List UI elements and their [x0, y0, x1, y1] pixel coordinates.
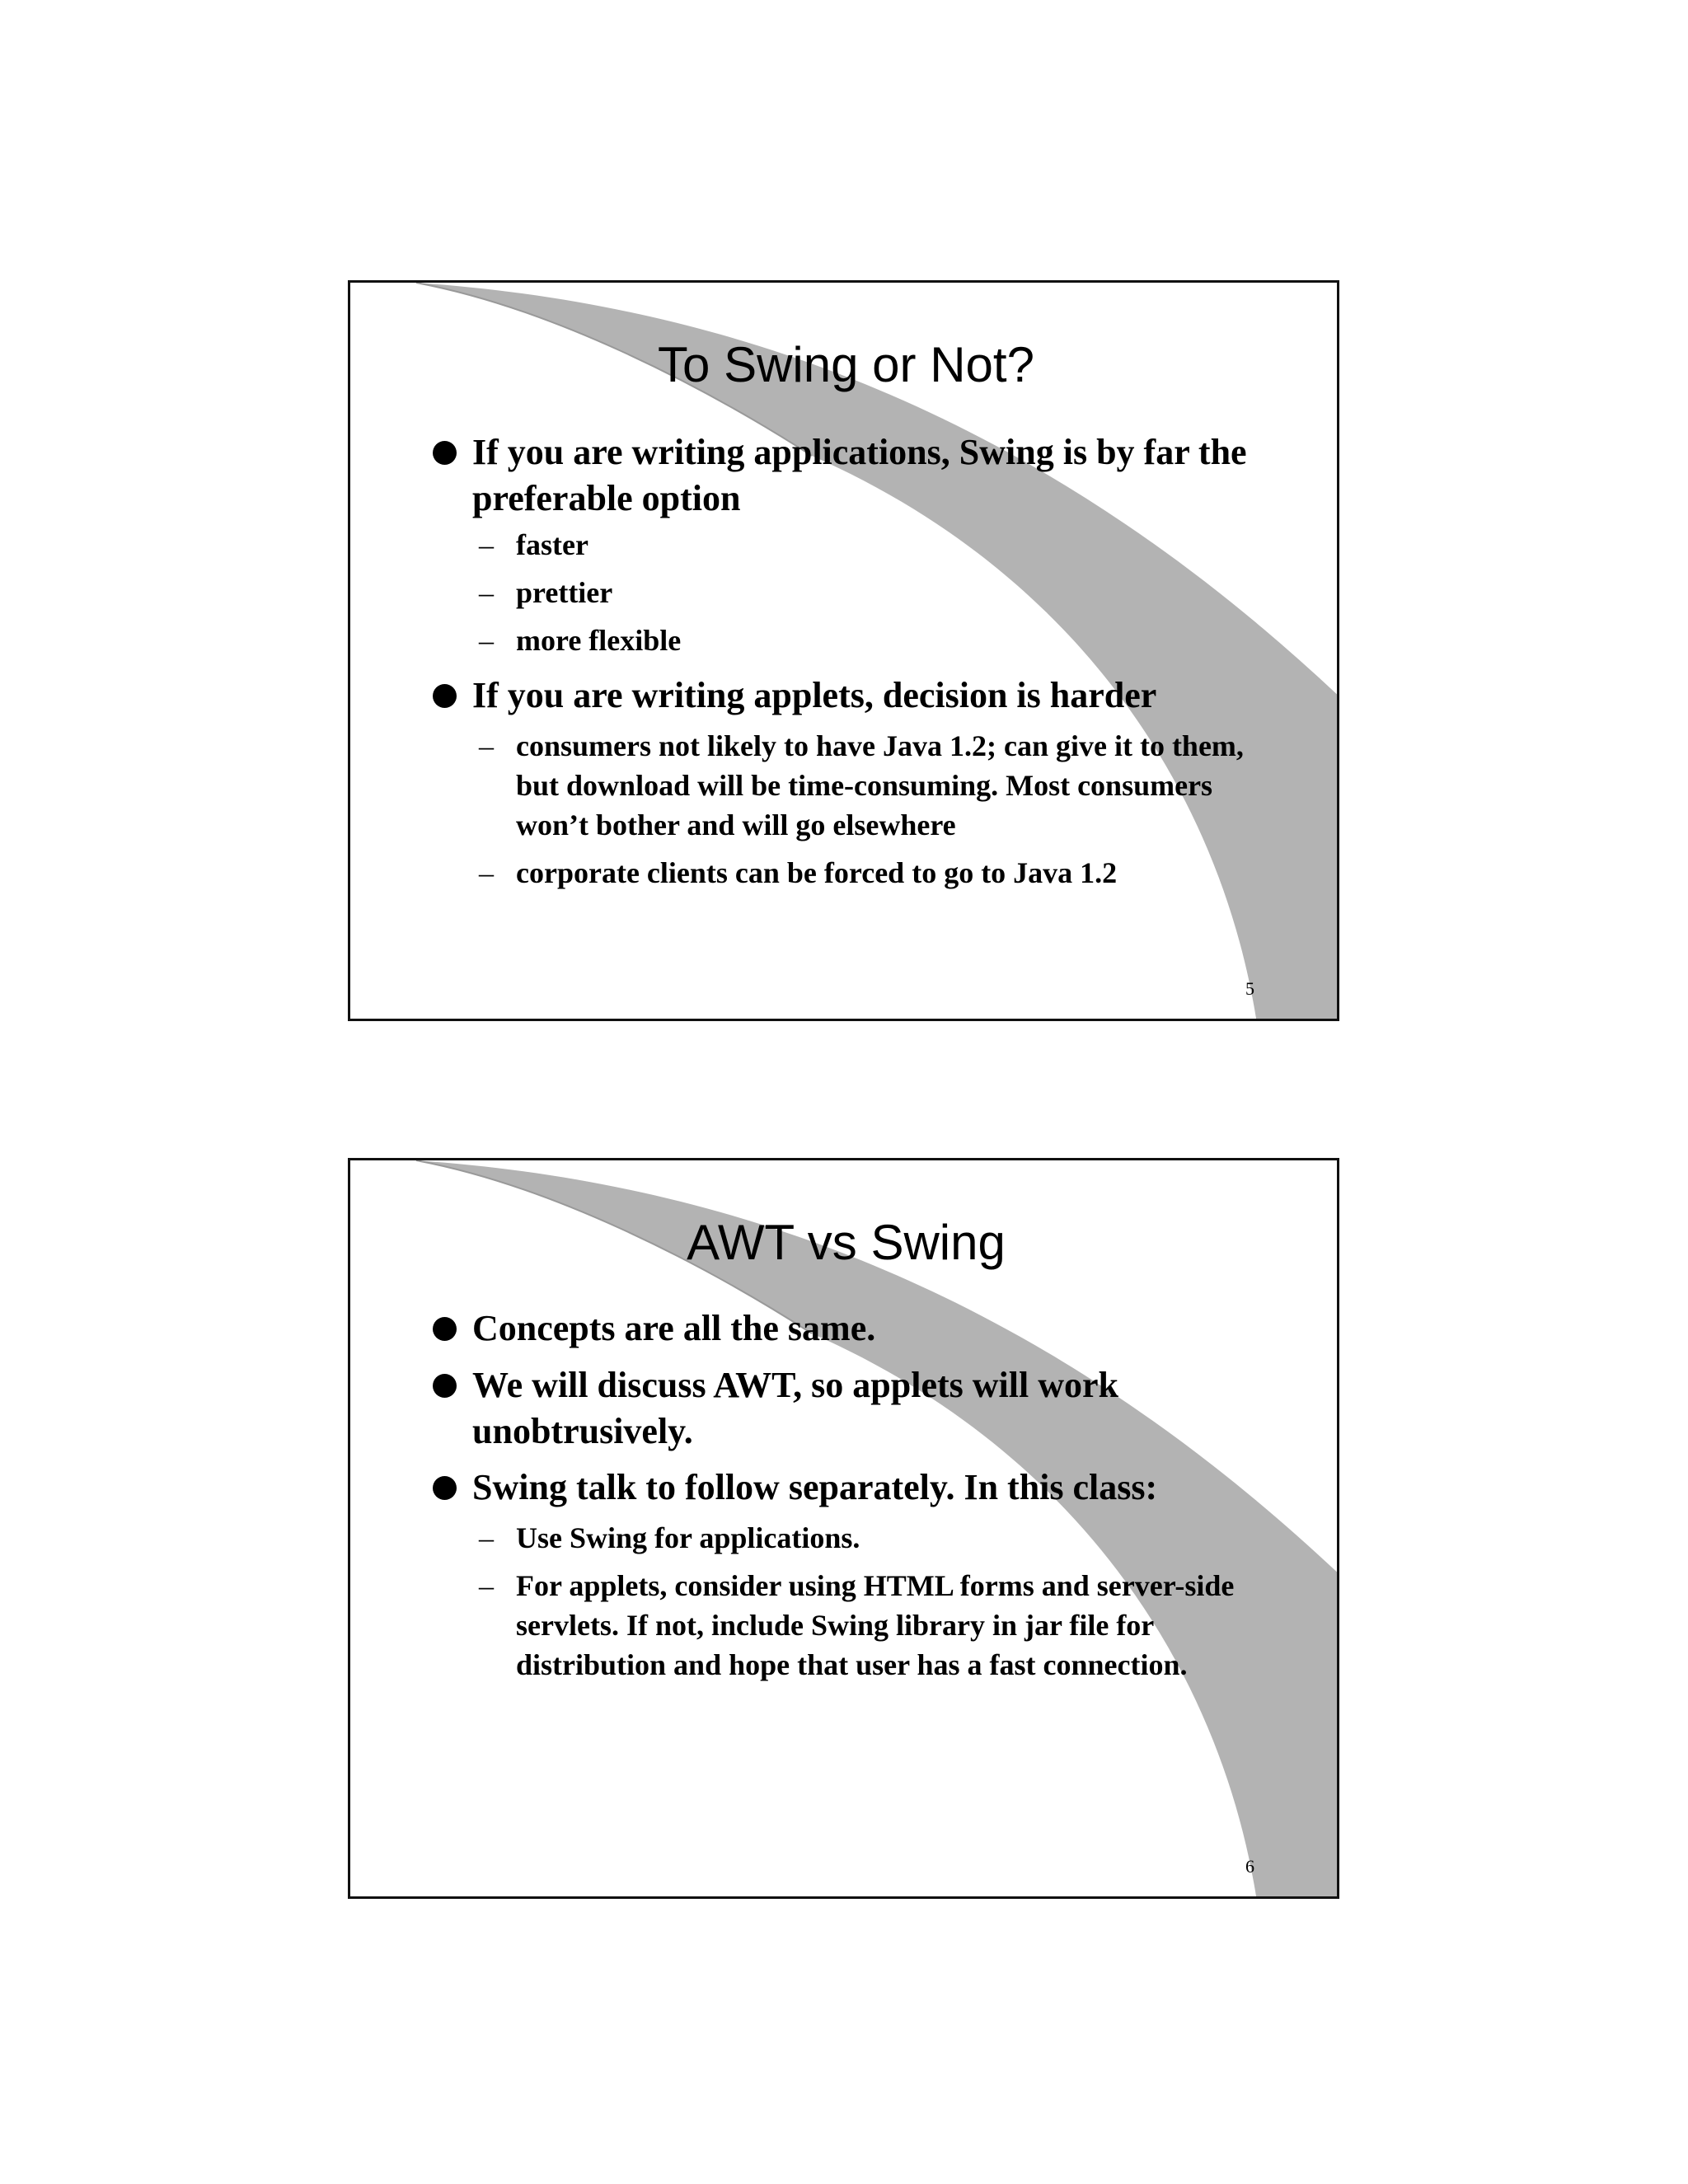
- dash-icon: –: [479, 624, 494, 657]
- slide-1: [348, 280, 1339, 1021]
- slide-2-page-number: 6: [1245, 1856, 1254, 1877]
- slide-2-bullet-3-sub-1-text: Use Swing for applications.: [516, 1521, 860, 1554]
- slide-2-bullet-1: [431, 1305, 1288, 1352]
- bullet-dot-icon: [433, 1476, 457, 1500]
- slide-2-bullet-3-sub-1: [472, 1518, 1296, 1558]
- slide-2-bullet-3-text: Swing talk to follow separately. In this class:: [472, 1467, 1158, 1507]
- bullet-dot-icon: [433, 441, 457, 465]
- slide-1-bullet-1-sub-2: [472, 573, 1296, 612]
- slide-1-bullet-1-text: If you are writing applications, Swing is by far the preferable option: [472, 432, 1247, 518]
- slide-1-bullet-1-sub-1: [472, 525, 1296, 565]
- slide-1-bullet-1: [431, 429, 1288, 522]
- slide-2-bullet-1-text: Concepts are all the same.: [472, 1308, 876, 1348]
- slide-1-bullet-2-sub-1: [472, 726, 1296, 845]
- slide-1-bullet-2-sub-2-text: corporate clients can be forced to go to Java 1.2: [516, 856, 1118, 889]
- slide-1-bullet-2-sub-1-text: consumers not likely to have Java 1.2; can give it to them, but download will be time-consuming. Most consumers won’t bother and will go elsewhere: [516, 729, 1244, 841]
- slide-2-title: AWT vs Swing: [687, 1215, 1006, 1270]
- slide-1-bullet-1-sub-1-text: faster: [516, 528, 588, 561]
- dash-icon: –: [479, 576, 494, 609]
- slide-2: [348, 1158, 1339, 1899]
- slide-1-bullet-2: [431, 673, 1288, 719]
- slide-2-bullet-2: [431, 1362, 1288, 1455]
- dash-icon: –: [479, 856, 494, 889]
- slide-2-bullet-3: [431, 1465, 1288, 1511]
- slide-2-bullet-2-text: We will discuss AWT, so applets will work unobtrusively.: [472, 1365, 1118, 1451]
- dash-icon: –: [479, 729, 494, 762]
- slide-1-bullet-1-sub-3-text: more flexible: [516, 624, 682, 657]
- slide-2-bullet-3-sub-2: [472, 1566, 1296, 1685]
- slide-2-bullet-3-sub-2-text: For applets, consider using HTML forms and server-side servlets. If not, include Swing library in jar file for distribution and hope that user has a fast connection.: [516, 1569, 1235, 1681]
- slide-1-bullet-1-sub-3: [472, 621, 1296, 660]
- bullet-dot-icon: [433, 1374, 457, 1398]
- dash-icon: –: [479, 1569, 494, 1602]
- slide-1-title: To Swing or Not?: [658, 337, 1034, 392]
- slide-1-bullet-2-sub-2: [472, 853, 1296, 893]
- bullet-dot-icon: [433, 1317, 457, 1341]
- slide-1-page-number: 5: [1245, 978, 1254, 999]
- slide-1-bullet-1-sub-2-text: prettier: [516, 576, 613, 609]
- dash-icon: –: [479, 1521, 494, 1554]
- dash-icon: –: [479, 528, 494, 561]
- slide-1-bullet-2-text: If you are writing applets, decision is harder: [472, 675, 1157, 715]
- bullet-dot-icon: [433, 684, 457, 708]
